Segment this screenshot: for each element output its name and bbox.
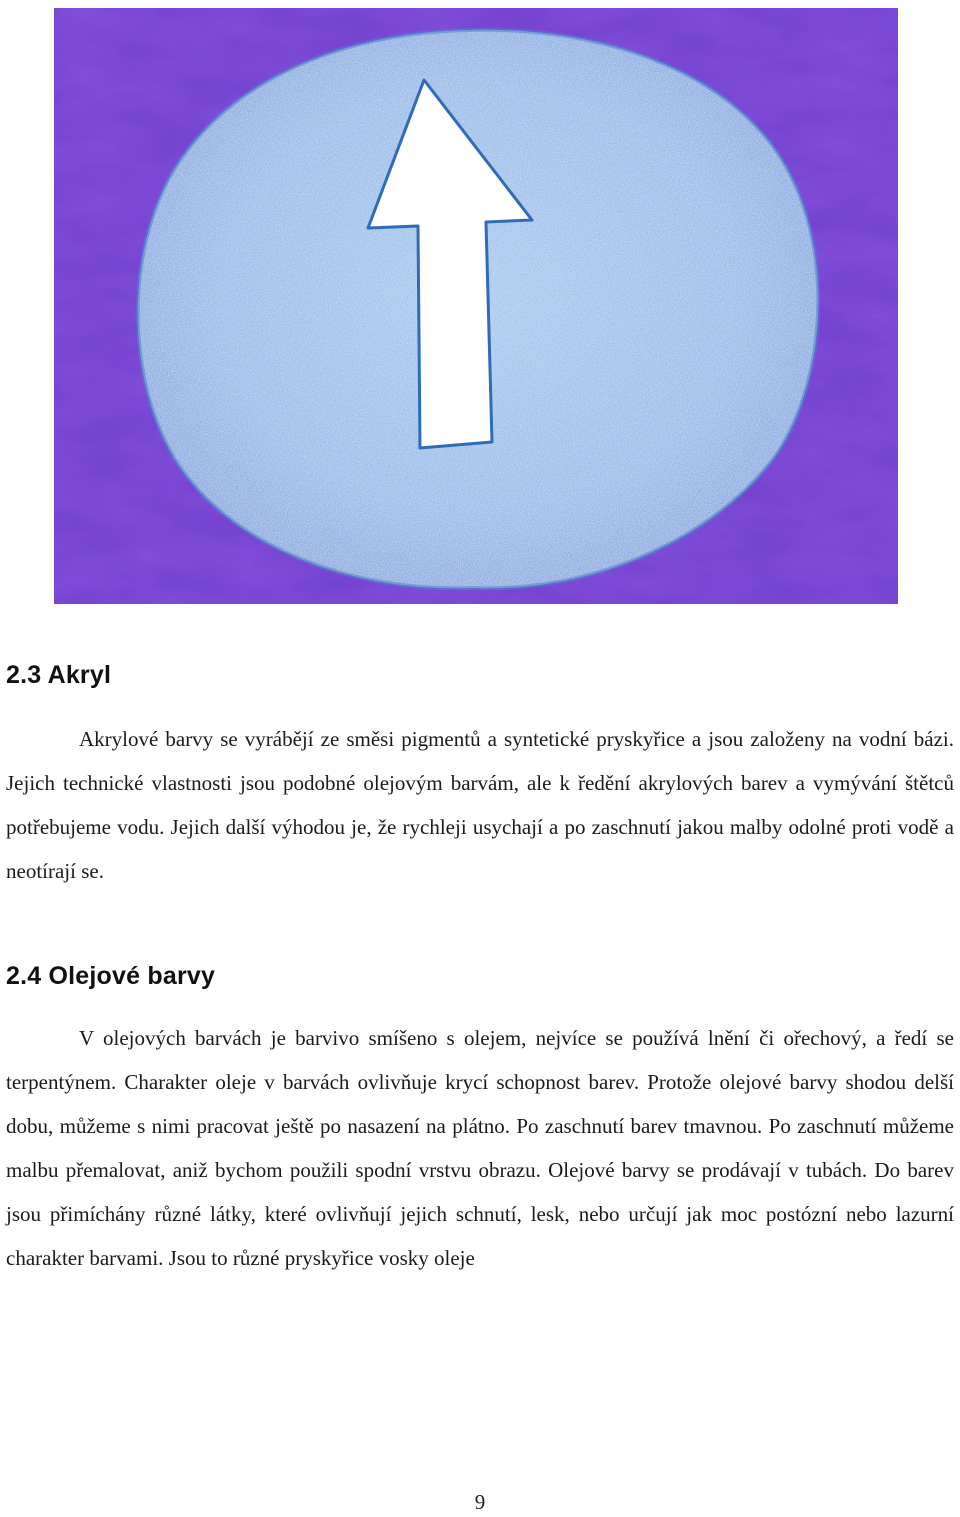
- paragraph-akryl: Akrylové barvy se vyrábějí ze směsi pigmentů a syntetické pryskyřice a jsou založeny na vodní bázi. Jejich technické vlastnosti jsou podobné olejovým barvám, ale k ředění akrylových barev a vymývání štětců potřebujeme vodu. Jejich další výhodou je, že rychleji usychají a po zaschnutí jakou malby odolné proti vodě a neotírají se.: [6, 727, 954, 883]
- painting-illustration: [54, 8, 898, 604]
- section-heading-akryl: 2.3 Akryl: [6, 661, 112, 689]
- painting-figure: [54, 8, 898, 604]
- section-heading-olejove-barvy: 2.4 Olejové barvy: [6, 962, 216, 990]
- page-number: 9: [474, 1490, 486, 1514]
- paragraph-olejove-barvy: V olejových barvách je barvivo smíšeno s olejem, nejvíce se používá lnění či ořechový, a ředí se terpentýnem. Charakter oleje v barvách ovlivňuje krycí schopnost barev. Protože olejové barvy shodou delší dobu, můžeme s nimi pracovat ještě po nasazení na plátno. Po zaschnutí barev tmavnou. Po zaschnutí můžeme malbu přemalovat, aniž bychom použili spodní vrstvu obrazu. Olejové barvy se prodávají v tubách. Do barev jsou přimíchány různé látky, které ovlivňují jejich schnutí, lesk, nebo určují jak moc postózní nebo lazurní charakter barvami. Jsou to různé pryskyřice vosky oleje: [6, 1026, 954, 1270]
